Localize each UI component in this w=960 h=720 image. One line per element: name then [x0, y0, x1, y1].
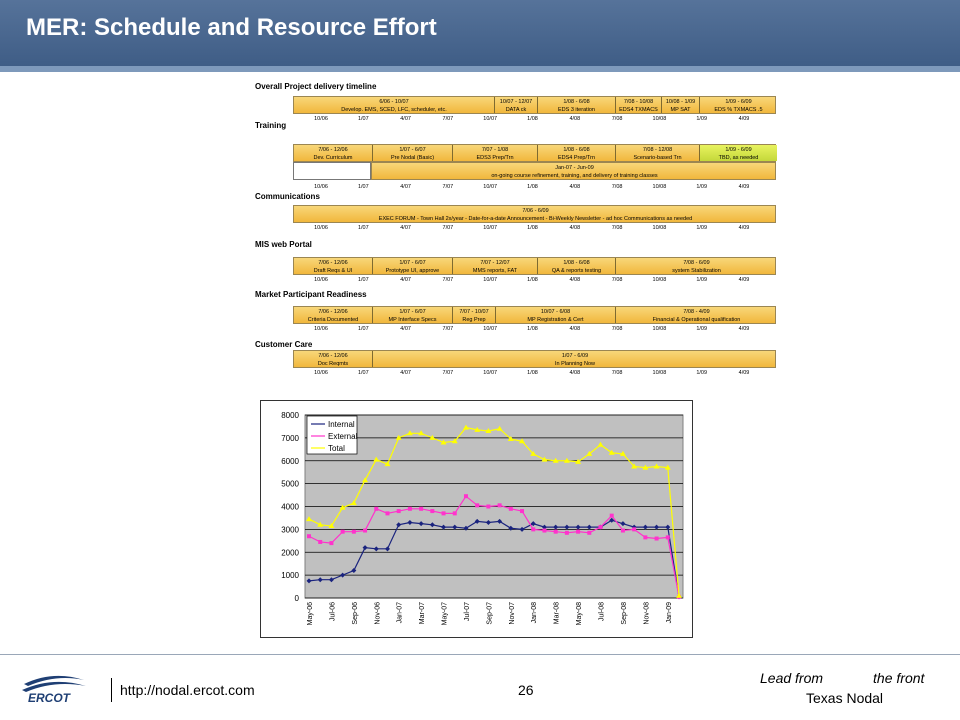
timeline-ticks	[293, 277, 776, 285]
timeline-tick-label: 10/07	[483, 326, 498, 332]
timeline-tick-label: 1/07	[357, 277, 369, 283]
data-point	[587, 531, 591, 535]
x-tick-label: May-07	[441, 602, 449, 626]
timeline-tick-label: 1/09	[696, 116, 708, 122]
data-point	[374, 507, 378, 511]
timeline-tick-label: 10/07	[483, 225, 498, 231]
data-point	[520, 509, 524, 513]
data-point	[430, 509, 434, 513]
timeline-tick-label: 7/08	[611, 116, 623, 122]
timeline-tick-label: 10/08	[652, 326, 667, 332]
timeline-segment: 1/08 - 6/08 EDS4 Prep/Trn	[537, 145, 615, 161]
timeline-segment: 6/06 - 10/07 Develop. EMS, SCED, LFC, scheduler, etc.	[341, 99, 447, 113]
project-timeline	[255, 78, 800, 382]
x-tick-label: Jan-07	[396, 602, 404, 624]
timeline-tick-label: 4/07	[400, 225, 411, 231]
timeline-ticks	[293, 184, 776, 192]
timeline-tick-label: 4/08	[569, 370, 581, 376]
x-tick-label: Nov-07	[508, 602, 516, 625]
ercot-logo	[18, 668, 88, 708]
data-point	[666, 535, 670, 539]
line-chart	[261, 401, 692, 637]
x-tick-label: May-08	[576, 602, 584, 626]
timeline-segment: 7/07 - 1/08 EDS3 Prep/Trn	[452, 145, 537, 161]
x-tick-label: Sep-06	[351, 602, 359, 625]
timeline-segment: 10/08 - 1/09 MP SAT	[661, 97, 699, 113]
y-tick-label: 1000	[281, 571, 299, 581]
timeline-tick-label: 10/07	[483, 116, 498, 122]
timeline-tick-label: 7/07	[442, 326, 454, 332]
x-tick-label: Jul-07	[463, 602, 471, 622]
x-tick-label: Jul-06	[329, 602, 337, 622]
timeline-ticks	[293, 225, 776, 233]
timeline-tick-label: 4/09	[738, 326, 750, 332]
timeline-section-title: Communications	[255, 192, 320, 201]
data-point	[453, 511, 457, 515]
timeline-segment: 7/06 - 6/09 EXEC FORUM - Town Hall 2x/year - Date-for-a-date Announcement - Bi-Weekly Newsletter - ad hoc Communications as needed	[378, 208, 693, 222]
timeline-tick-label: 4/08	[569, 184, 581, 190]
timeline-tick-label: 1/09	[696, 277, 708, 283]
timeline-ticks	[293, 370, 776, 378]
timeline-segment: 1/09 - 6/09 EDS % TXMACS .5	[699, 97, 777, 113]
timeline-tick-label: 10/06	[314, 370, 328, 376]
x-tick-label: Mar-07	[419, 602, 427, 625]
timeline-tick-label: 4/07	[400, 116, 411, 122]
data-point	[329, 541, 333, 545]
timeline-segment: 10/07 - 6/08 MP Registration & Cert	[495, 307, 615, 323]
tagline-right: the front	[873, 670, 925, 686]
timeline-tick-label: 1/07	[357, 370, 369, 376]
data-point	[621, 529, 625, 533]
timeline-tick-label: 1/07	[357, 326, 369, 332]
timeline-tick-label: 1/09	[696, 370, 708, 376]
timeline-segment: 7/06 - 12/06 Doc Reqmts	[317, 353, 349, 367]
data-point	[565, 531, 569, 535]
y-tick-label: 6000	[281, 456, 299, 466]
x-tick-label: Nov-06	[374, 602, 382, 625]
timeline-segment: 7/07 - 10/07 Reg Prep	[452, 307, 495, 323]
timeline-bar	[371, 162, 776, 180]
timeline-segment: 7/08 - 4/09 Financial & Operational qualification	[615, 307, 777, 323]
timeline-tick-label: 4/07	[400, 370, 411, 376]
timeline-bar	[293, 96, 776, 114]
timeline-tick-label: 7/08	[611, 326, 623, 332]
timeline-ticks	[293, 116, 776, 124]
timeline-ticks	[293, 326, 776, 334]
y-tick-label: 7000	[281, 433, 299, 443]
timeline-segment: 7/06 - 12/06 Draft Reqs & UI	[313, 260, 353, 274]
data-point	[352, 530, 356, 534]
data-point	[509, 507, 513, 511]
legend-label: Internal	[328, 420, 355, 429]
footer-separator	[111, 678, 112, 702]
y-tick-label: 4000	[281, 502, 299, 512]
footer-url-link[interactable]: http://nodal.ercot.com	[120, 682, 255, 698]
svg-text:ERCOT: ERCOT	[28, 691, 70, 705]
data-point	[475, 503, 479, 507]
timeline-tick-label: 4/09	[738, 184, 750, 190]
timeline-tick-label: 10/06	[314, 184, 328, 190]
timeline-segment: 7/08 - 10/08 EDS4 TXMACS	[615, 97, 661, 113]
slide-title: MER: Schedule and Resource Effort	[26, 14, 437, 41]
timeline-tick-label: 7/07	[442, 277, 454, 283]
timeline-tick-label: 10/06	[314, 116, 328, 122]
timeline-tick-label: 4/07	[400, 277, 411, 283]
data-point	[408, 507, 412, 511]
timeline-tick-label: 7/07	[442, 184, 454, 190]
timeline-tick-label: 10/06	[314, 225, 328, 231]
data-point	[599, 525, 603, 529]
timeline-tick-label: 10/07	[483, 277, 498, 283]
timeline-bar	[293, 144, 776, 162]
timeline-tick-label: 7/08	[611, 370, 623, 376]
timeline-tick-label: 1/08	[527, 326, 538, 332]
timeline-tick-label: 4/09	[738, 116, 750, 122]
data-point	[307, 534, 311, 538]
timeline-section-title: Customer Care	[255, 340, 313, 349]
footer-divider	[0, 654, 960, 655]
x-tick-label: Nov-08	[643, 602, 651, 625]
timeline-segment: 1/08 - 6/08 EDS 3 iteration	[537, 97, 615, 113]
timeline-section-title: MIS web Portal	[255, 240, 312, 249]
data-point	[498, 503, 502, 507]
timeline-tick-label: 10/08	[652, 277, 667, 283]
timeline-segment: 7/06 - 12/06 Criteria Documented	[307, 309, 359, 323]
timeline-segment: Jan-07 - Jun-09 on-going course refinement, training, and delivery of training classes	[491, 165, 658, 179]
timeline-tick-label: 4/07	[400, 326, 411, 332]
timeline-tick-label: 4/09	[738, 225, 750, 231]
data-point	[363, 529, 367, 533]
timeline-tick-label: 1/08	[527, 184, 538, 190]
timeline-tick-label: 1/09	[696, 184, 708, 190]
x-tick-label: Jan-09	[665, 602, 673, 624]
timeline-tick-label: 10/08	[652, 184, 667, 190]
timeline-segment: 1/07 - 6/09 In Planning Now	[372, 351, 777, 367]
header-divider	[0, 66, 960, 72]
sub-tagline: Texas Nodal	[806, 690, 884, 706]
timeline-segment: 1/08 - 6/08 QA & reports testing	[537, 258, 615, 274]
x-tick-label: Sep-08	[620, 602, 628, 625]
timeline-tick-label: 1/09	[696, 225, 708, 231]
page-number: 26	[518, 682, 534, 698]
timeline-tick-label: 1/07	[357, 116, 369, 122]
timeline-tick-label: 10/06	[314, 277, 328, 283]
timeline-tick-label: 10/07	[483, 370, 498, 376]
data-point	[464, 494, 468, 498]
data-point	[341, 530, 345, 534]
data-point	[486, 505, 490, 509]
x-tick-label: Jul-08	[598, 602, 606, 622]
timeline-segment: 10/07 - 12/07 DATA ck	[494, 97, 537, 113]
timeline-section-title: Market Participant Readiness	[255, 290, 367, 299]
data-point	[397, 509, 401, 513]
data-point	[576, 530, 580, 534]
timeline-segment: 1/09 - 6/09 TBD, as needed	[699, 145, 777, 161]
x-tick-label: Jan-08	[531, 602, 539, 624]
y-tick-label: 2000	[281, 548, 299, 558]
timeline-bar	[293, 257, 776, 275]
timeline-tick-label: 10/08	[652, 225, 667, 231]
timeline-tick-label: 10/08	[652, 370, 667, 376]
resource-effort-chart	[260, 400, 693, 638]
legend-label: Total	[328, 444, 345, 453]
data-point	[442, 511, 446, 515]
timeline-tick-label: 4/08	[569, 326, 581, 332]
timeline-tick-label: 7/08	[611, 225, 623, 231]
timeline-tick-label: 1/08	[527, 225, 538, 231]
timeline-bar	[293, 205, 776, 223]
x-tick-label: Sep-07	[486, 602, 494, 625]
data-point	[610, 514, 614, 518]
timeline-tick-label: 1/07	[357, 184, 369, 190]
y-tick-label: 8000	[281, 411, 299, 420]
timeline-segment: 1/07 - 6/07 MP Interface Specs	[372, 307, 452, 323]
tagline-left: Lead from	[760, 670, 824, 686]
data-point	[542, 529, 546, 533]
timeline-tick-label: 10/08	[652, 116, 667, 122]
data-point	[632, 527, 636, 531]
timeline-tick-label: 1/07	[357, 225, 369, 231]
timeline-bar	[293, 350, 776, 368]
data-point	[385, 511, 389, 515]
timeline-bar	[293, 306, 776, 324]
timeline-tick-label: 1/08	[527, 370, 538, 376]
timeline-segment: 7/08 - 6/09 system Stabilization	[615, 258, 777, 274]
legend-label: External	[328, 432, 358, 441]
timeline-tick-label: 1/08	[527, 116, 538, 122]
timeline-tick-label: 7/07	[442, 370, 454, 376]
data-point	[643, 535, 647, 539]
timeline-tick-label: 10/06	[314, 326, 328, 332]
data-point	[419, 507, 423, 511]
timeline-segment: 1/07 - 6/07 Prototype UI, approve	[372, 258, 452, 274]
timeline-tick-label: 7/08	[611, 277, 623, 283]
timeline-section-title: Overall Project delivery timeline	[255, 82, 377, 91]
timeline-tick-label: 4/07	[400, 184, 411, 190]
timeline-empty-cell	[293, 162, 371, 180]
data-point	[554, 530, 558, 534]
timeline-segment: 7/08 - 12/08 Scenario-based Trn	[615, 145, 699, 161]
timeline-segment: 1/07 - 6/07 Pre Nodal (Basic)	[372, 145, 452, 161]
timeline-tick-label: 7/07	[442, 116, 454, 122]
timeline-tick-label: 4/08	[569, 225, 581, 231]
timeline-tick-label: 4/09	[738, 277, 750, 283]
timeline-tick-label: 4/08	[569, 277, 581, 283]
x-tick-label: May-06	[307, 602, 314, 626]
timeline-segment: 7/07 - 12/07 MMS reports, FAT	[452, 258, 537, 274]
timeline-tick-label: 1/09	[696, 326, 708, 332]
timeline-section-title: Training	[255, 121, 287, 130]
timeline-tick-label: 10/07	[483, 184, 498, 190]
timeline-tick-label: 1/08	[527, 277, 538, 283]
data-point	[655, 537, 659, 541]
data-point	[318, 540, 322, 544]
timeline-tick-label: 4/08	[569, 116, 581, 122]
timeline-tick-label: 7/07	[442, 225, 454, 231]
timeline-tick-label: 4/09	[738, 370, 750, 376]
y-tick-label: 0	[294, 594, 299, 603]
timeline-segment: 7/06 - 12/06 Dev. Curriculum	[313, 147, 353, 161]
tagline	[760, 670, 924, 686]
y-tick-label: 5000	[281, 479, 299, 489]
x-tick-label: Mar-08	[553, 602, 561, 625]
data-point	[531, 527, 535, 531]
y-tick-label: 3000	[281, 525, 299, 535]
timeline-tick-label: 7/08	[611, 184, 623, 190]
